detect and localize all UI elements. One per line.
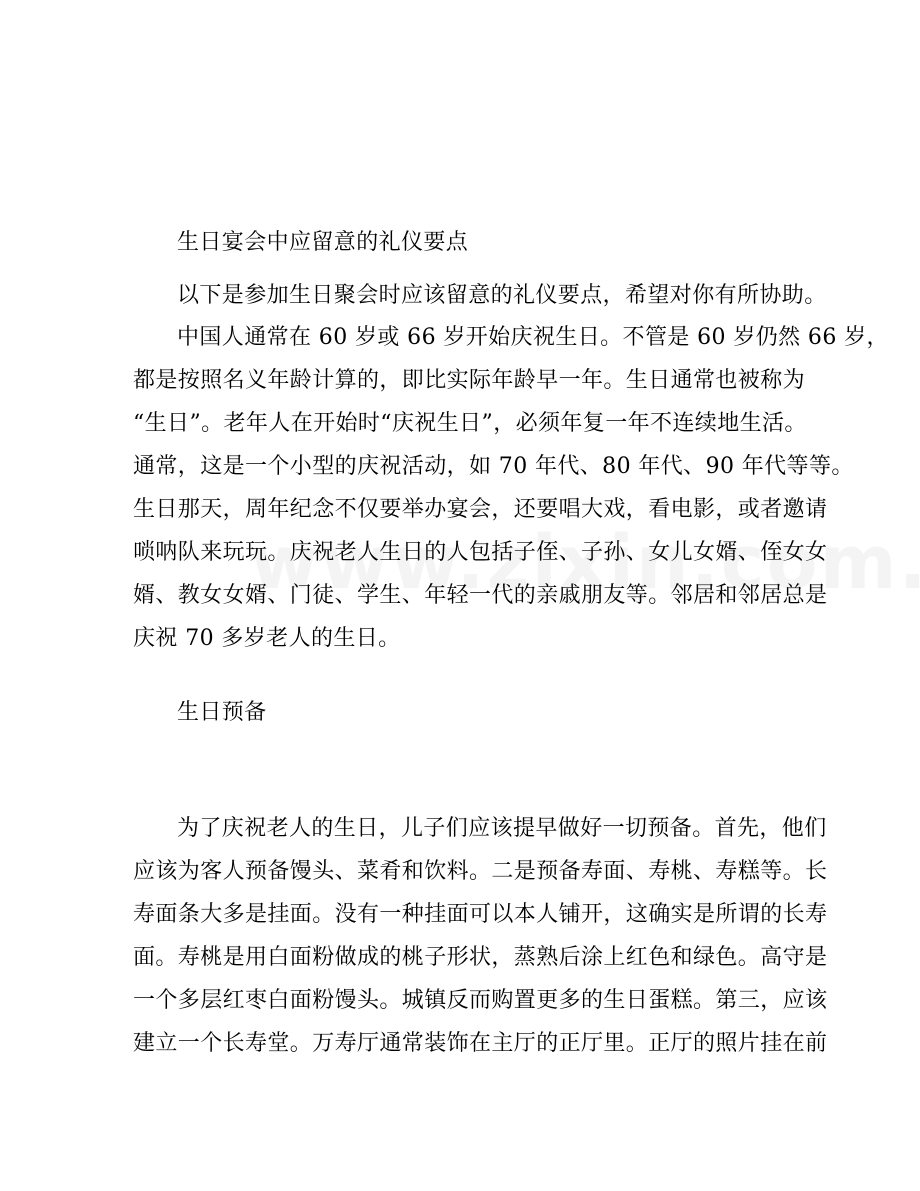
paragraph-line: 一个多层红枣白面粉馒头。城镇反而购置更多的生日蛋糕。第三，应该 (133, 988, 828, 1013)
paragraph-line: 面。寿桃是用白面粉做成的桃子形状，蒸熟后涂上红色和绿色。高守是 (133, 945, 828, 970)
paragraph-line: 生日那天，周年纪念不仅要举办宴会，还要唱大戏，看电影，或者邀请 (133, 497, 828, 522)
paragraph-line: 庆祝 70 多岁老人的生日。 (133, 626, 401, 651)
paragraph-line: 都是按照名义年龄计算的，即比实际年龄早一年。生日通常也被称为 (133, 368, 806, 393)
paragraph-line: 为了庆祝老人的生日，儿子们应该提早做好一切预备。首先，他们 (177, 816, 827, 841)
section-title: 生日宴会中应留意的礼仪要点 (177, 230, 469, 255)
paragraph-line: 唢呐队来玩玩。庆祝老人生日的人包括子侄、子孙、女儿女婿、侄女女 (133, 540, 828, 565)
paragraph-line: 中国人通常在 60 岁或 66 岁开始庆祝生日。不管是 60 岁仍然 66 岁， (177, 325, 889, 350)
section-heading: 生日预备 (177, 700, 267, 725)
paragraph-line: 应该为客人预备馒头、菜肴和饮料。二是预备寿面、寿桃、寿糕等。长 (133, 859, 828, 884)
paragraph-line: 建立一个长寿堂。万寿厅通常装饰在主厅的正厅里。正厅的照片挂在前 (133, 1031, 828, 1056)
paragraph-line: 婿、教女女婿、门徒、学生、年轻一代的亲戚朋友等。邻居和邻居总是 (133, 583, 828, 608)
paragraph-line: “生日”。老年人在开始时“庆祝生日”，必须年复一年不连续地生活。 (133, 411, 807, 436)
paragraph-line: 通常，这是一个小型的庆祝活动，如 70 年代、80 年代、90 年代等等。 (133, 454, 854, 479)
intro-paragraph: 以下是参加生日聚会时应该留意的礼仪要点，希望对你有所协助。 (177, 283, 827, 308)
paragraph-line: 寿面条大多是挂面。没有一种挂面可以本人铺开，这确实是所谓的长寿 (133, 902, 828, 927)
